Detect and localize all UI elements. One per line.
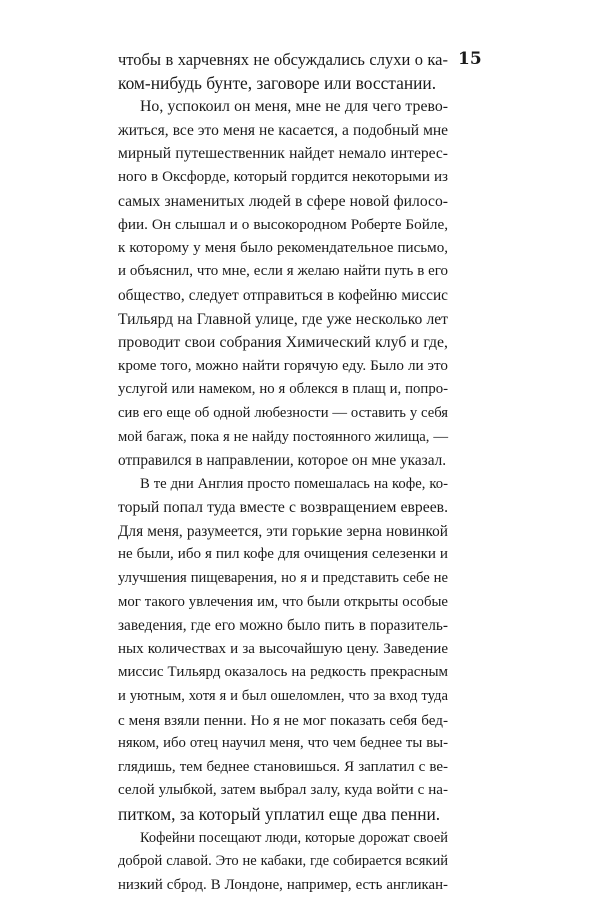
text-line: питком, за который уплатил еще два пенни. (118, 804, 441, 824)
text-line: фии. Он слышал и о высокородном Роберте Бойле, (118, 216, 448, 234)
text-line: доброй славой. Это не кабаки, где собирается всякий (118, 853, 448, 870)
text-line: и объяснил, что мне, если я желаю найти путь в его (118, 263, 448, 280)
text-line: глядишь, тем беднее становишься. Я заплатил с ве- (118, 758, 448, 775)
text-line: мой багаж, пока я не найду постоянного жилища, — (118, 428, 448, 445)
text-line: чтобы в харчевнях не обсуждались слухи о ка- (118, 50, 448, 69)
text-line: ного в Оксфорде, который гордится некоторыми из (118, 168, 448, 185)
text-line: Кофейни посещают люди, которые дорожат своей (140, 829, 448, 846)
text-line: житься, все это меня не касается, а подобный мне (118, 121, 448, 139)
text-line: отправился в направлении, которое он мне указал. (118, 452, 447, 470)
text-line: самых знаменитых людей в сфере новой филосо- (118, 192, 448, 210)
body-text (118, 48, 448, 897)
text-line: заведения, где его можно было пить в поразитель- (118, 617, 448, 635)
text-line: улучшения пищеварения, но я и представить себе не (118, 570, 448, 587)
text-line: общество, следует отправиться в кофейню миссис (118, 286, 448, 304)
text-line: ком-нибудь бунте, заговоре или восстании. (118, 72, 437, 93)
text-line: кроме того, можно найти горячую еду. Было ли это (118, 357, 448, 374)
text-line: с меня взяли пенни. Но я не мог показать себя бед- (118, 711, 448, 729)
text-line: не были, ибо я пил кофе для очищения селезенки и (118, 546, 448, 563)
text-line: низкий сброд. В Лондоне, например, есть англикан- (118, 876, 448, 893)
text-line: селой улыбкой, затем выбрал залу, куда войти с на- (118, 782, 448, 799)
text-line: миссис Тильярд оказалось на редкость прекрасным (118, 664, 448, 681)
text-line: проводит свои собрания Химический клуб и где, (118, 334, 448, 352)
text-line: Тильярд на Главной улице, где уже несколько лет (118, 310, 448, 328)
text-line: мирный путешественник найдет немало интерес- (118, 145, 448, 163)
text-line: Для меня, разумеется, эти горькие зерна новинкой (118, 522, 448, 540)
text-line: к которому у меня было рекомендательное письмо, (118, 239, 448, 256)
text-line: услугой или намеком, но я облекся в плащ и, попро- (118, 381, 448, 398)
text-line: сив его еще об одной любезности — оставить у себя (118, 404, 448, 421)
text-line: торый попал туда вместе с возвращением евреев. (118, 499, 448, 517)
text-line: ных количествах и за высочайшую цену. Заведение (118, 640, 448, 657)
page-number: 15 (458, 49, 482, 69)
text-line: няком, ибо отец научил меня, что чем беднее ты вы- (118, 735, 448, 752)
text-line: и уютным, хотя я и был ошеломлен, что за вход туда (118, 688, 448, 705)
text-line: В те дни Англия просто помешалась на кофе, ко- (140, 475, 448, 492)
text-line: Но, успокоил он меня, мне не для чего трево- (140, 98, 448, 116)
text-line: мог такого увлечения им, что были открыты особые (118, 593, 448, 610)
